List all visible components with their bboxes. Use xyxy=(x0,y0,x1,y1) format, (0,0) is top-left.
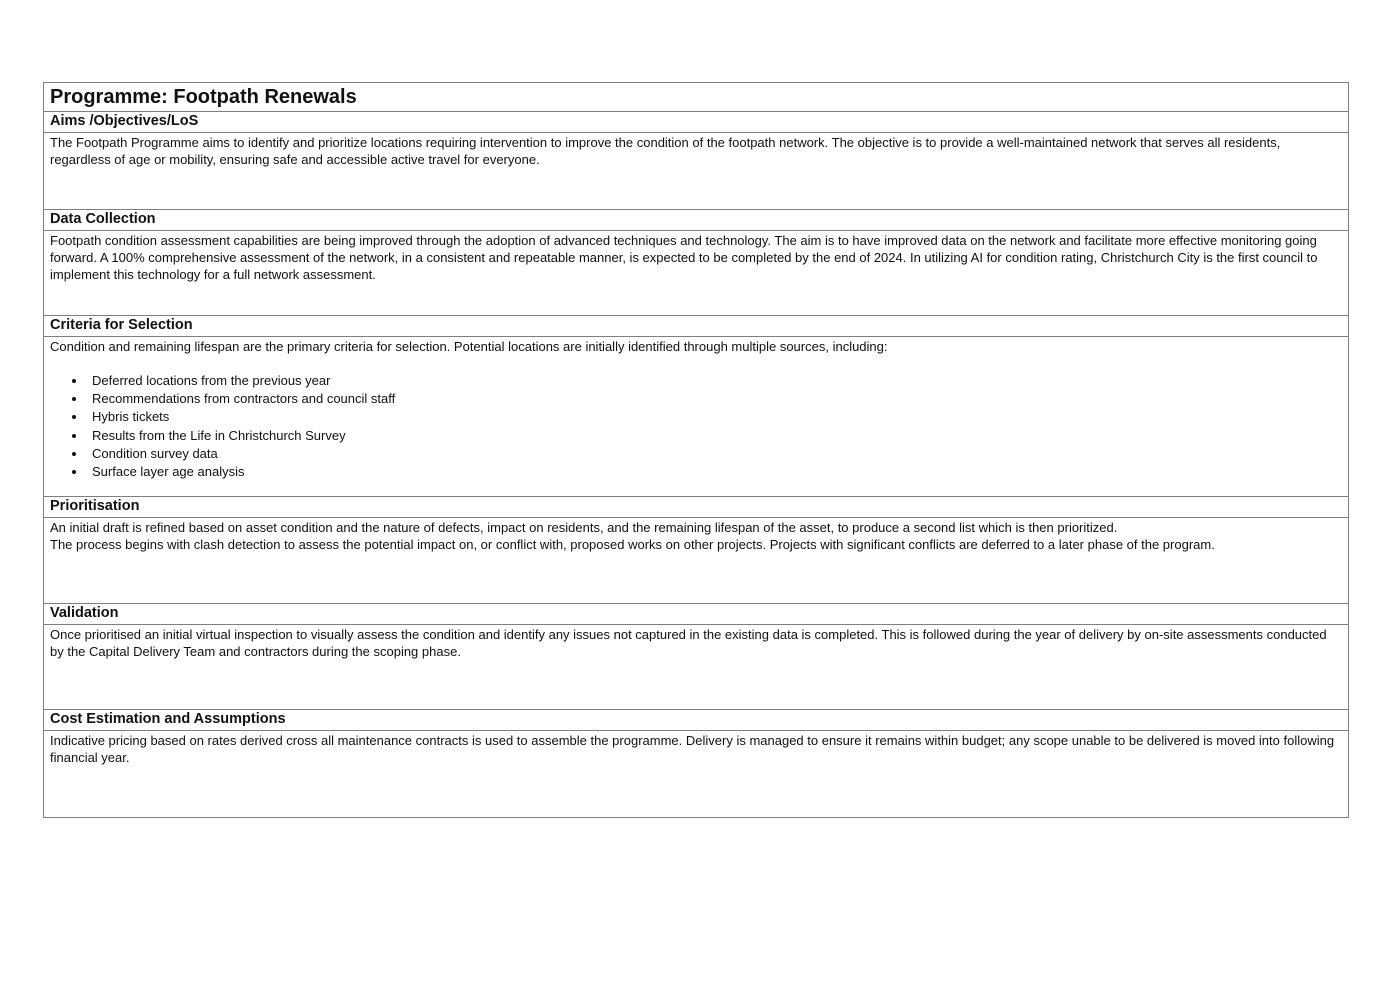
prioritisation-text-2: The process begins with clash detection to assess the potential impact on, or conflict with, proposed works on other projects. Projects with significant conflicts are deferred to a later phase of the program. xyxy=(50,537,1215,552)
prioritisation-heading: Prioritisation xyxy=(44,497,1348,518)
list-item: Hybris tickets xyxy=(92,408,1342,426)
list-item: Deferred locations from the previous year xyxy=(92,372,1342,390)
programme-title: Programme: Footpath Renewals xyxy=(44,83,1348,112)
cost-body xyxy=(44,731,1348,817)
cost-heading: Cost Estimation and Assumptions xyxy=(44,710,1348,731)
prioritisation-body xyxy=(44,518,1348,604)
data-collection-heading: Data Collection xyxy=(44,210,1348,231)
criteria-heading: Criteria for Selection xyxy=(44,316,1348,337)
criteria-intro: Condition and remaining lifespan are the primary criteria for selection. Potential locations are initially identified through multiple sources, including: xyxy=(50,339,888,354)
data-collection-body xyxy=(44,231,1348,316)
prioritisation-text-1: An initial draft is refined based on asset condition and the nature of defects, impact on residents, and the remaining lifespan of the asset, to produce a second list which is then prioritized. xyxy=(50,520,1118,535)
aims-text: The Footpath Programme aims to identify and prioritize locations requiring intervention to improve the condition of the footpath network. The objective is to provide a well-maintained network that serves all residents, regardless of age or mobility, ensuring safe and accessible active travel for everyone. xyxy=(50,135,1281,167)
data-collection-text: Footpath condition assessment capabilities are being improved through the adoption of advanced techniques and technology. The aim is to have improved data on the network and facilitate more effective monitoring going forward. A 100% comprehensive assessment of the network, in a consistent and repeatable manner, is expected to be completed by the end of 2024. In utilizing AI for condition rating, Christchurch City is the first council to implement this technology for a full network assessment. xyxy=(50,233,1318,282)
validation-heading: Validation xyxy=(44,604,1348,625)
validation-body xyxy=(44,625,1348,710)
programme-table xyxy=(43,82,1349,818)
list-item: Surface layer age analysis xyxy=(92,463,1342,481)
criteria-body xyxy=(44,337,1348,497)
list-item: Condition survey data xyxy=(92,445,1342,463)
aims-body xyxy=(44,133,1348,210)
criteria-list xyxy=(50,372,1342,481)
list-item: Results from the Life in Christchurch Survey xyxy=(92,427,1342,445)
aims-heading: Aims /Objectives/LoS xyxy=(44,112,1348,133)
cost-text: Indicative pricing based on rates derived cross all maintenance contracts is used to assemble the programme. Delivery is managed to ensure it remains within budget; any scope unable to be delivered is moved into following financial year. xyxy=(50,733,1335,765)
validation-text: Once prioritised an initial virtual inspection to visually assess the condition and identify any issues not captured in the existing data is completed. This is followed during the year of delivery by on-site assessments conducted by the Capital Delivery Team and contractors during the scoping phase. xyxy=(50,627,1327,659)
list-item: Recommendations from contractors and council staff xyxy=(92,390,1342,408)
